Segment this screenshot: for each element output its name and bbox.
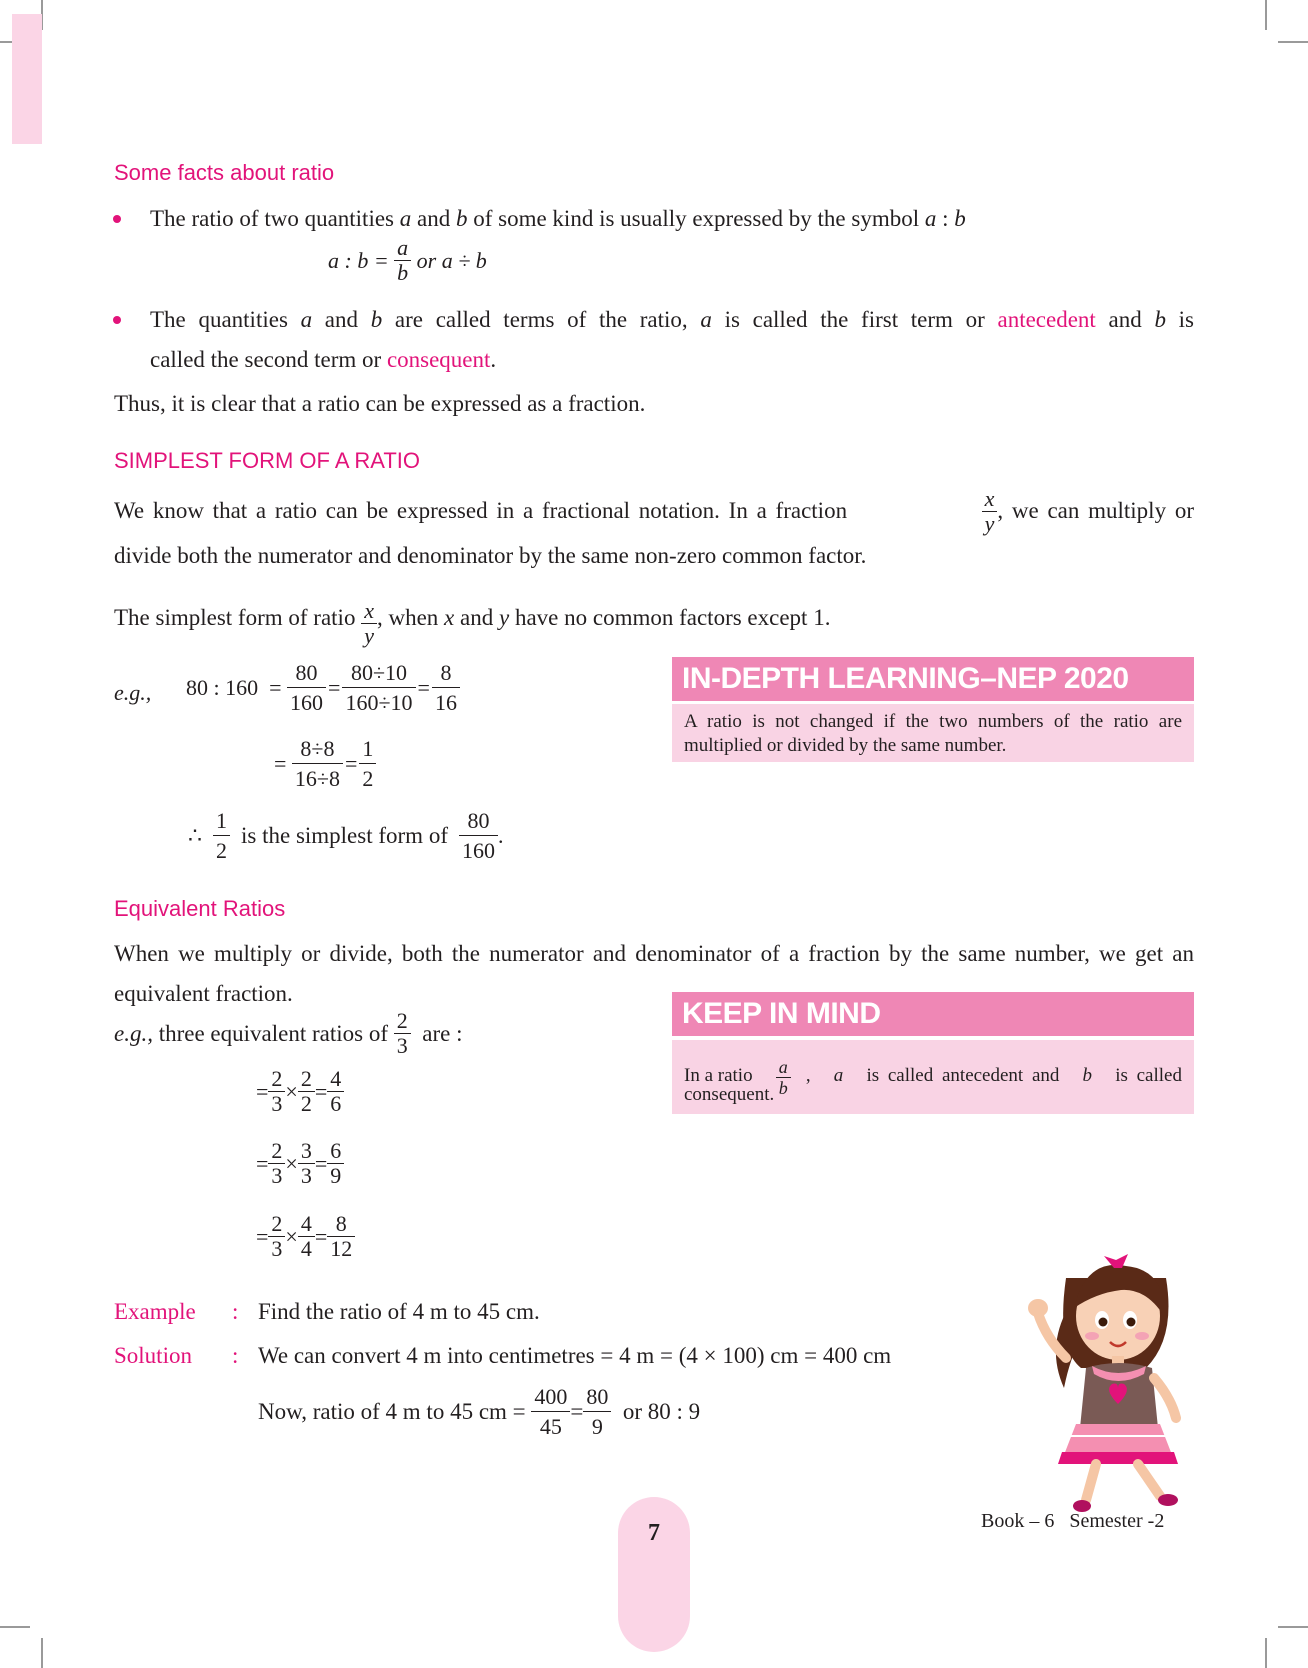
bullet-dot: [113, 316, 121, 324]
bullet-dot: [113, 215, 121, 223]
keep-box-text: In a ratio $\frac{a}{b}$ , a is called antecedent and b is called consequent.: [672, 1040, 1194, 1114]
simplest-conclusion: ∴ $\frac{1}{2}$ is the simplest form of $\frac{80}{160}$ .: [188, 808, 504, 863]
fraction: $\frac{8\div 8}{16\div 8}$: [292, 738, 343, 790]
solution-sep: :: [232, 1343, 239, 1368]
equivalent-para: When we multiply or divide, both the numerator and denominator of a fraction by the same number, we get an equivalent fraction.: [114, 941, 1194, 1006]
simplest-para-1-cont: divide both the numerator and denominator by the same non-zero common factor.: [114, 543, 867, 568]
fraction: $\frac{8}{12}$: [327, 1213, 355, 1260]
fraction: $\frac{2}{3}$: [268, 1068, 285, 1115]
facts-heading: Some facts about ratio: [114, 160, 335, 185]
fraction: $\frac{2}{3}$: [394, 1010, 411, 1057]
example-sep: :: [232, 1299, 239, 1324]
fraction: $\frac{400}{45}$: [531, 1386, 570, 1438]
fraction: $\frac{4}{4}$: [298, 1213, 315, 1260]
solution-line-1: We can convert 4 m into centimetres = 4 m = (4 × 100) cm = 400 cm: [258, 1343, 892, 1368]
equivalent-row: = $\frac{2}{3}$ × $\frac{2}{2}$ = $\frac{4}{6}$: [256, 1068, 344, 1115]
fraction: $\frac{1}{2}$: [213, 810, 230, 862]
fraction: $\frac{2}{3}$: [268, 1140, 285, 1187]
fact-bullet-1: The ratio of two quantities a and b of some kind is usually expressed by the symbol a : b: [150, 206, 966, 231]
equivalent-heading: Equivalent Ratios: [114, 896, 286, 921]
facts-conclusion: Thus, it is clear that a ratio can be expressed as a fraction.: [114, 391, 646, 416]
eg-label: e.g.,: [114, 680, 152, 705]
simplest-heading: SIMPLEST FORM OF A RATIO: [114, 448, 421, 473]
fraction: $\frac{80}{160}$: [287, 662, 326, 714]
term-antecedent: antecedent: [997, 307, 1096, 332]
fraction: $\frac{80\div 10}{160\div 10}$: [342, 662, 415, 714]
xy-fraction: $\frac{x}{y}$: [361, 600, 377, 647]
crop-mark: [1278, 41, 1308, 43]
crop-mark: [1265, 1638, 1267, 1668]
fraction: $\frac{8}{16}$: [432, 662, 460, 714]
fraction: $\frac{4}{6}$: [327, 1068, 344, 1115]
fraction: $\frac{80}{9}$: [583, 1386, 611, 1438]
keep-box-title: KEEP IN MIND: [672, 992, 1194, 1036]
fraction: $\frac{80}{160}$: [459, 810, 498, 862]
page-number: 7: [648, 1520, 660, 1546]
ab-fraction: $\frac{a}{b}$: [776, 1058, 791, 1097]
solution-line-2: Now, ratio of 4 m to 45 cm = $\frac{400}{45}$ = $\frac{80}{9}$ or 80 : 9: [258, 1384, 701, 1439]
fraction: $\frac{2}{2}$: [298, 1068, 315, 1115]
equivalent-row: = $\frac{2}{3}$ × $\frac{4}{4}$ = $\frac{8}{12}$: [256, 1213, 355, 1260]
simplest-para-1: We know that a ratio can be expressed in a fractional notation. In a fraction $\frac{x}{y}$ , we can multiply or: [114, 486, 1194, 536]
side-tab: [12, 14, 42, 144]
simplest-para-2: The simplest form of ratio $\frac{x}{y}$ , when x and y have no common factors except 1.: [114, 598, 831, 648]
fact-bullet-2: The quantities a and b are called terms of the ratio, a is called the first term or antecedent and b is: [150, 307, 1194, 332]
fact-bullet-2-cont: called the second term or consequent.: [150, 347, 497, 372]
footer-book: Book – 6 Semester -2: [981, 1510, 1165, 1532]
solution-label: Solution: [114, 1343, 192, 1368]
xy-fraction: $\frac{x}{y}$: [982, 488, 998, 535]
crop-mark: [41, 1638, 43, 1668]
fraction: $\frac{6}{9}$: [327, 1140, 344, 1187]
fraction: $\frac{3}{3}$: [298, 1140, 315, 1187]
fraction: $\frac{2}{3}$: [268, 1213, 285, 1260]
girl-illustration: [1026, 1238, 1206, 1518]
fraction: $\frac{1}{2}$: [359, 738, 376, 790]
ratio-formula: a : b = $\frac{a}{b}$ or a ÷ b: [328, 235, 487, 285]
crop-mark: [0, 1626, 30, 1628]
equivalent-eg: e.g., three equivalent ratios of $\frac{2}{3}$ are :: [114, 1008, 463, 1058]
equivalent-row: = $\frac{2}{3}$ × $\frac{3}{3}$ = $\frac{6}{9}$: [256, 1140, 344, 1187]
simplest-calc-1: 80 : 160 = $\frac{80}{160}$ = $\frac{80\div 10}{160\div 10}$ = $\frac{8}{16}$: [186, 662, 460, 714]
example-text: Find the ratio of 4 m to 45 cm.: [258, 1299, 540, 1324]
crop-mark: [1265, 0, 1267, 30]
crop-mark: [1278, 1626, 1308, 1628]
simplest-calc-2: = $\frac{8\div 8}{16\div 8}$ = $\frac{1}{2}$: [274, 738, 376, 790]
nep-box-text: A ratio is not changed if the two numbers of the ratio are multiplied or divided by the same number.: [672, 704, 1194, 762]
term-consequent: consequent: [386, 347, 491, 372]
nep-box-title: IN-DEPTH LEARNING–NEP 2020: [672, 657, 1194, 701]
formula-fraction: $\frac{a}{b}$: [394, 237, 411, 284]
example-label: Example: [114, 1299, 196, 1324]
